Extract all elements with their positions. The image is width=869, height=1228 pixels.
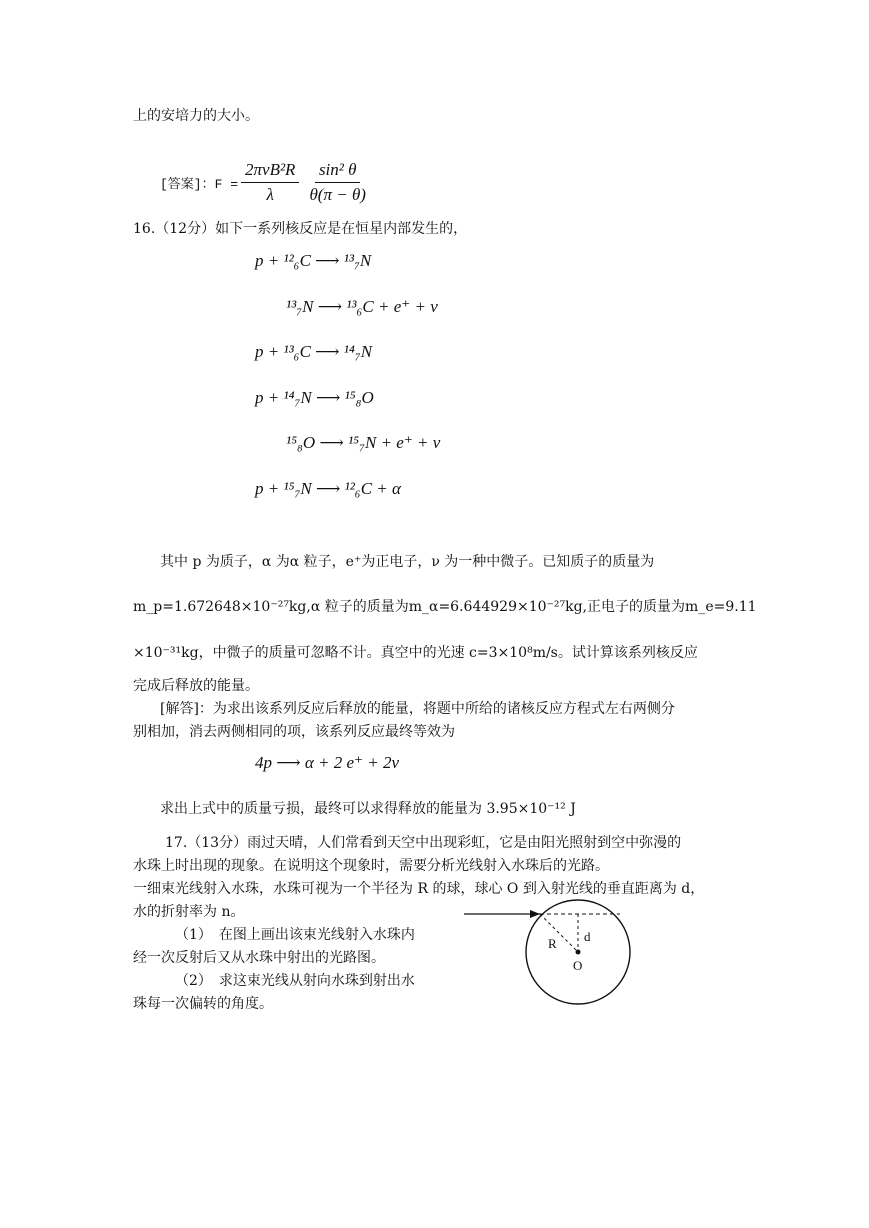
q16-paragraph-3: ×10⁻³¹kg，中微子的质量可忽略不计。真空中的光速 c=3×10⁸m/s。试计算该系列核反应 — [133, 645, 698, 661]
q16-paragraph-4: 完成后释放的能量。 — [133, 678, 259, 694]
fraction-1-denominator: λ — [266, 185, 274, 204]
q16-result: 求出上式中的质量亏损，最终可以求得释放的能量为 3.95×10⁻¹² J — [160, 801, 576, 817]
q17-item-1a: （1） 在图上画出该束光线射入水珠内 — [175, 927, 415, 943]
q17-item-2a: （2） 求这束光线从射向水珠到射出水 — [175, 973, 415, 989]
reaction-2: ¹³₇N ⟶ ¹³₆C + e⁺ + ν — [286, 297, 438, 316]
fraction-1 — [241, 160, 299, 205]
q16-paragraph-1: 其中 p 为质子，α 为α 粒子，e⁺为正电子，ν 为一种中微子。已知质子的质量为 — [160, 554, 655, 570]
label-d: d — [584, 929, 591, 944]
q17-line-2: 水珠上时出现的现象。在说明这个现象时，需要分析光线射入水珠后的光路。 — [133, 858, 609, 874]
radius-R-line — [540, 914, 578, 952]
q16-solution-1: [解答]：为求出该系列反应后释放的能量，将题中所给的诸核反应方程式左右两侧分 — [160, 701, 675, 717]
center-point — [576, 950, 581, 955]
fraction-2 — [305, 160, 370, 205]
incident-ray-arrow — [530, 910, 540, 918]
q17-item-2b: 珠每一次偏转的角度。 — [133, 996, 273, 1012]
label-O: O — [573, 958, 583, 973]
q16-header: 16.（12分）如下一系列核反应是在恒星内部发生的， — [133, 221, 468, 237]
q17-line-3: 一细束光线射入水珠，水珠可视为一个半径为 R 的球，球心 O 到入射光线的垂直距离为 d， — [133, 881, 705, 897]
q17-item-1b: 经一次反射后又从水珠中射出的光路图。 — [133, 950, 385, 966]
reaction-3: p + ¹³₆C ⟶ ¹⁴₇N — [255, 342, 373, 361]
reaction-4: p + ¹⁴₇N ⟶ ¹⁵₈O — [255, 388, 374, 407]
reaction-1: p + ¹²₆C ⟶ ¹³₇N — [255, 251, 372, 270]
label-R: R — [548, 936, 557, 951]
answer-label: [答案]：F = — [160, 177, 239, 192]
q17-line-1: 17.（13分）雨过天晴，人们常看到天空中出现彩虹，它是由阳光照射到空中弥漫的 — [165, 835, 682, 851]
fraction-1-numerator: 2πνB²R — [241, 160, 299, 183]
reaction-5: ¹⁵₈O ⟶ ¹⁵₇N + e⁺ + ν — [286, 433, 441, 452]
q16-paragraph-2: m_p=1.672648×10⁻²⁷kg,α 粒子的质量为m_α=6.644929×10⁻²⁷kg,正电子的质量为m_e=9.11 — [133, 599, 757, 615]
reaction-6: p + ¹⁵₇N ⟶ ¹²₆C + α — [255, 479, 401, 498]
intro-tail: 上的安培力的大小。 — [133, 108, 259, 124]
fraction-2-denominator: θ(π − θ) — [309, 185, 366, 204]
q17-line-4: 水的折射率为 n。 — [133, 904, 245, 920]
answer-formula — [160, 160, 373, 205]
net-reaction: 4p ⟶ α + 2 e⁺ + 2ν — [255, 753, 400, 772]
fraction-2-numerator: sin² θ — [315, 160, 361, 183]
water-droplet-figure — [460, 880, 650, 1020]
q16-solution-2: 别相加，消去两侧相同的项，该系列反应最终等效为 — [133, 724, 455, 740]
